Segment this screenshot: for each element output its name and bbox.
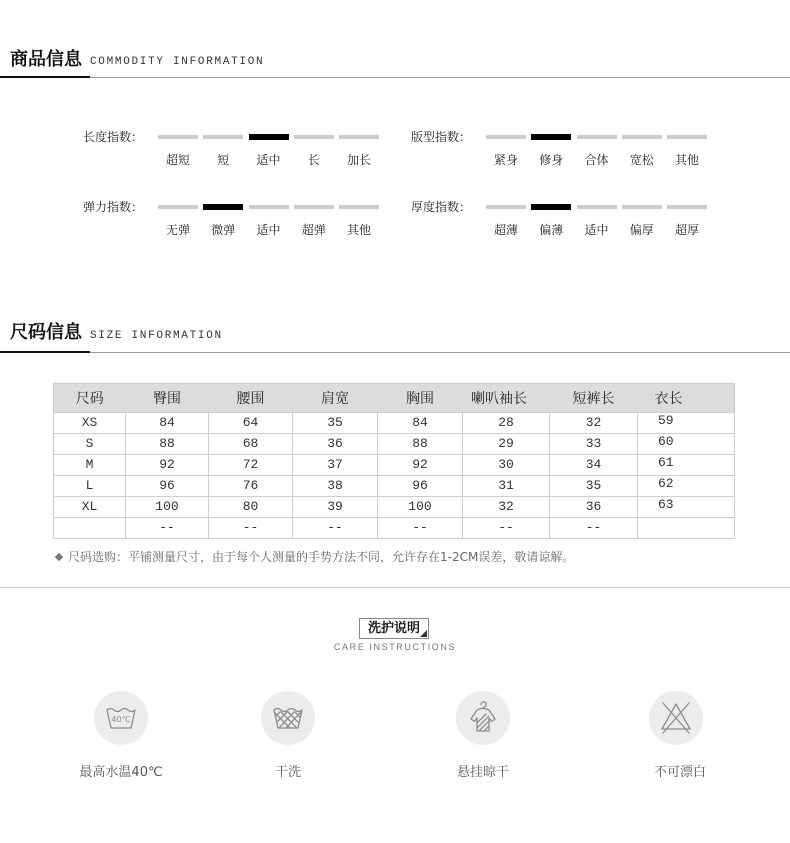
scale-segment [158,135,198,139]
section-divider [0,352,790,353]
table-row [54,455,735,476]
elasticity-index-options [158,223,380,237]
scale-option-label: 超薄 [493,223,518,237]
scale-option-label: 适中 [584,223,609,237]
care-label: 干洗 [274,765,301,780]
table-row [54,413,735,434]
header-hip: 臀围 [126,384,209,413]
cell-shoulder: 37 [293,455,378,476]
scale-segment [249,205,289,209]
cell-chest: -- [378,518,463,539]
elasticity-index-label: 弹力指数： [83,200,144,214]
care-label: 最高水温40℃ [79,765,163,780]
cell-shorts-length: 34 [550,455,638,476]
scale-option-label: 偏薄 [539,223,564,237]
scale-option-label: 宽松 [629,153,654,167]
header-chest: 胸围 [378,384,463,413]
wash-40-icon [94,691,148,745]
diamond-bullet-icon [55,553,63,561]
table-row [54,434,735,455]
header-size: 尺码 [54,384,126,413]
corner-triangle-icon [420,630,427,637]
cell-size: XL [54,497,126,518]
cell-hip: 100 [126,497,209,518]
scale-segment [294,135,334,139]
cell-sleeve-length: 32 [463,497,550,518]
commodity-section-subtitle: COMMODITY INFORMATION [90,56,265,68]
care-item-hang-dry [423,691,543,781]
section-divider [0,77,790,78]
elasticity-index-scale [158,205,380,211]
cell-chest: 96 [378,476,463,497]
section-divider-accent [0,351,90,353]
scale-option-label: 长 [307,153,320,167]
scale-segment [531,134,571,140]
cell-hip: 92 [126,455,209,476]
cell-garment-length [638,516,735,537]
scale-segment [531,204,571,210]
scale-segment [486,205,526,209]
cell-chest: 100 [378,497,463,518]
care-section-title [359,618,429,639]
cell-garment-length: 62 [638,474,735,495]
scale-segment [339,135,379,139]
fit-index [411,130,711,170]
table-row [54,518,735,539]
size-section-subtitle: SIZE INFORMATION [90,330,223,342]
scale-option-label: 微弹 [211,223,236,237]
cell-sleeve-length: 28 [463,413,550,434]
scale-option-label: 适中 [256,223,281,237]
thickness-index-options [486,223,708,237]
care-section-subtitle: CARE INSTRUCTIONS [333,642,457,652]
scale-option-label: 偏厚 [629,223,654,237]
cell-chest: 88 [378,434,463,455]
cell-waist: -- [209,518,293,539]
care-item-no-bleach [616,691,736,781]
scale-segment [577,135,617,139]
cell-garment-length: 59 [638,411,735,432]
cell-size [54,518,126,539]
size-table [53,383,735,539]
cell-sleeve-length: -- [463,518,550,539]
table-header-row [54,384,735,413]
fit-index-options [486,153,708,167]
care-title-text: 洗护说明 [367,621,420,636]
section-divider [0,587,790,588]
care-label: 悬挂晾干 [456,765,509,780]
section-divider-accent [0,76,90,78]
scale-segment [339,205,379,209]
scale-segment [158,205,198,209]
cell-shorts-length: 32 [550,413,638,434]
cell-size: M [54,455,126,476]
cell-sleeve-length: 31 [463,476,550,497]
cell-garment-length: 63 [638,495,735,516]
dry-clean-icon [261,691,315,745]
cell-shoulder: 36 [293,434,378,455]
header-garment-length: 衣长 [638,384,735,413]
scale-option-label: 无弹 [165,223,190,237]
scale-segment [294,205,334,209]
cell-hip: 88 [126,434,209,455]
cell-shoulder: 35 [293,413,378,434]
elasticity-index [83,200,383,240]
scale-option-label: 超短 [165,153,190,167]
cell-size: L [54,476,126,497]
size-section-title: 尺码信息 [10,322,82,343]
thickness-index [411,200,711,240]
cell-chest: 92 [378,455,463,476]
size-note: 尺码选购：平铺测量尺寸，由于每个人测量的手势方法不同，允许存在1-2CM误差，敬请谅解。 [68,550,575,564]
scale-segment [622,135,662,139]
cell-shorts-length: 33 [550,434,638,455]
scale-segment [667,205,707,209]
cell-waist: 80 [209,497,293,518]
length-index-options [158,153,380,167]
thickness-index-label: 厚度指数： [411,200,472,214]
care-label: 不可漂白 [653,765,706,780]
cell-shorts-length: 36 [550,497,638,518]
scale-option-label: 其他 [346,223,371,237]
cell-size: XS [54,413,126,434]
thickness-index-scale [486,205,708,211]
scale-option-label: 其他 [674,153,699,167]
cell-garment-length: 60 [638,432,735,453]
commodity-section-title: 商品信息 [10,49,82,70]
cell-hip: 84 [126,413,209,434]
wash-temperature-text: 40℃ [111,715,131,724]
scale-option-label: 修身 [539,153,564,167]
care-item-dry-clean [228,691,348,781]
cell-sleeve-length: 29 [463,434,550,455]
scale-segment [249,134,289,140]
cell-size: S [54,434,126,455]
cell-hip: -- [126,518,209,539]
cell-sleeve-length: 30 [463,455,550,476]
scale-segment [203,135,243,139]
header-sleeve-length: 喇叭袖长 [463,384,550,413]
length-index-label: 长度指数： [83,130,144,144]
cell-shoulder: 38 [293,476,378,497]
length-index-scale [158,135,380,141]
scale-option-label: 合体 [584,153,609,167]
table-row [54,476,735,497]
cell-waist: 72 [209,455,293,476]
cell-hip: 96 [126,476,209,497]
fit-index-scale [486,135,708,141]
cell-shoulder: 39 [293,497,378,518]
scale-segment [622,205,662,209]
hang-dry-icon [456,691,510,745]
scale-option-label: 超厚 [674,223,699,237]
header-shoulder: 肩宽 [293,384,378,413]
cell-waist: 76 [209,476,293,497]
cell-garment-length: 61 [638,453,735,474]
scale-option-label: 超弹 [301,223,326,237]
care-item-wash [61,691,181,781]
cell-shorts-length: 35 [550,476,638,497]
cell-shoulder: -- [293,518,378,539]
fit-index-label: 版型指数： [411,130,472,144]
scale-option-label: 短 [217,153,230,167]
scale-segment [203,204,243,210]
cell-shorts-length: -- [550,518,638,539]
length-index [83,130,383,170]
scale-segment [486,135,526,139]
cell-waist: 68 [209,434,293,455]
no-bleach-icon [649,691,703,745]
cell-chest: 84 [378,413,463,434]
scale-segment [667,135,707,139]
scale-segment [577,205,617,209]
table-row [54,497,735,518]
header-shorts-length: 短裤长 [550,384,638,413]
scale-option-label: 适中 [256,153,281,167]
cell-waist: 64 [209,413,293,434]
scale-option-label: 紧身 [493,153,518,167]
scale-option-label: 加长 [346,153,371,167]
header-waist: 腰围 [209,384,293,413]
